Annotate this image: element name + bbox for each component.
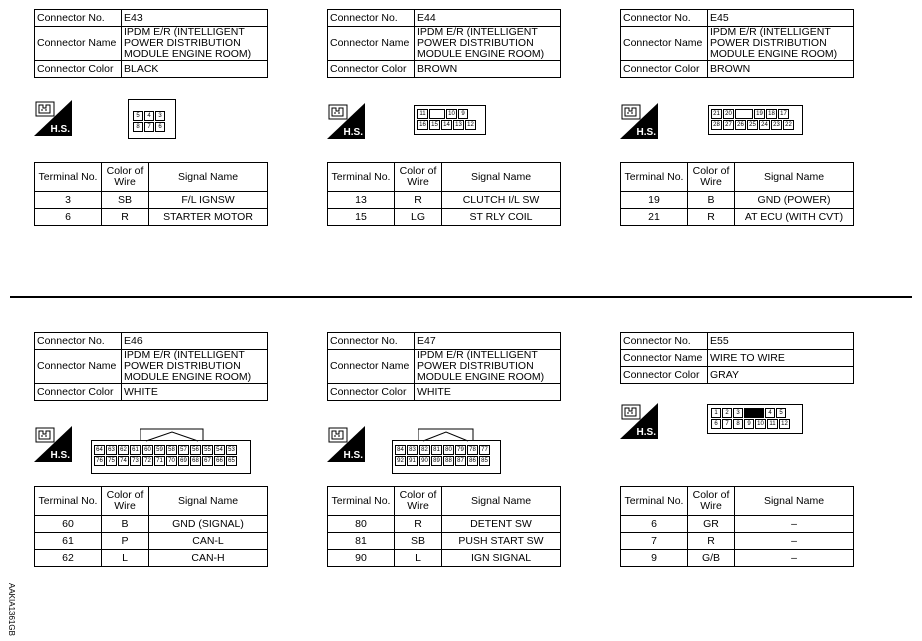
color-of-wire-header: Color of Wire: [688, 487, 735, 516]
harness-side-label: H.S.: [343, 127, 363, 138]
pin-cell: 11: [417, 109, 428, 119]
terminal-no-header: Terminal No.: [35, 163, 102, 192]
harness-side-label: H.S.: [636, 427, 656, 438]
pin-cell: 73: [130, 456, 141, 466]
harness-side-icon: [34, 100, 72, 136]
harness-side-label: H.S.: [50, 450, 70, 461]
harness-side-icon: [620, 403, 658, 439]
signal-name-cell: –: [735, 550, 854, 567]
terminal-row: [35, 550, 268, 567]
pin-cell: 78: [467, 445, 478, 455]
pin-cell: 87: [455, 456, 466, 466]
pin-cell: 68: [190, 456, 201, 466]
terminal-row: [35, 533, 268, 550]
terminal-row: [621, 533, 854, 550]
terminal-row: [35, 516, 268, 533]
connector-latch-outline: [418, 428, 474, 442]
pin-row: [133, 122, 175, 133]
harness-side-icon: [620, 103, 658, 139]
terminal-no-cell: 9: [621, 550, 688, 567]
pin-row: [94, 445, 250, 456]
connector-info-table: [327, 332, 561, 401]
pin-cell: 69: [178, 456, 189, 466]
connector-no-value: E55: [708, 333, 854, 350]
terminal-no-cell: 19: [621, 192, 688, 209]
connector-block-e47: [327, 332, 567, 401]
pin-cell: 20: [723, 109, 734, 119]
pin-cell: 4: [144, 111, 154, 121]
pin-cell: 28: [711, 120, 722, 130]
pin-cell: 5: [776, 408, 786, 418]
pin-cell: 82: [419, 445, 430, 455]
wire-color-cell: R: [688, 533, 735, 550]
pin-cell: 18: [766, 109, 777, 119]
pin-row: [94, 456, 250, 467]
signal-name-header: Signal Name: [442, 163, 561, 192]
pin-cell: 25: [747, 120, 758, 130]
terminal-row: [621, 516, 854, 533]
terminal-no-cell: 13: [328, 192, 395, 209]
connector-color-value: BLACK: [122, 61, 268, 78]
pin-cell: 71: [154, 456, 165, 466]
connector-color-value: BROWN: [708, 61, 854, 78]
terminal-table: [327, 162, 561, 226]
signal-name-cell: ST RLY COIL: [442, 209, 561, 226]
connector-color-label: Connector Color: [35, 384, 122, 401]
connector-color-value: GRAY: [708, 367, 854, 384]
pin-row: [417, 109, 483, 120]
connector-no-label: Connector No.: [621, 10, 708, 27]
signal-name-cell: IGN SIGNAL: [442, 550, 561, 567]
connector-name-value: IPDM E/R (INTELLIGENT POWER DISTRIBUTION MODULE ENGINE ROOM): [122, 350, 268, 384]
connector-name-label: Connector Name: [621, 350, 708, 367]
terminal-no-header: Terminal No.: [328, 163, 395, 192]
terminal-no-header: Terminal No.: [621, 487, 688, 516]
connector-color-label: Connector Color: [328, 384, 415, 401]
pin-cell: 70: [166, 456, 177, 466]
pin-cell: 9: [458, 109, 468, 119]
connector-color-label: Connector Color: [621, 61, 708, 78]
terminal-no-cell: 3: [35, 192, 102, 209]
connector-color-value: BROWN: [415, 61, 561, 78]
terminal-row: [621, 550, 854, 567]
terminal-no-cell: 6: [621, 516, 688, 533]
signal-name-header: Signal Name: [442, 487, 561, 516]
pin-cell: 61: [130, 445, 141, 455]
terminal-row: [621, 209, 854, 226]
connector-no-label: Connector No.: [35, 333, 122, 350]
pin-cell: 12: [465, 120, 476, 130]
pin-cell: 9: [744, 419, 754, 429]
terminal-row: [328, 533, 561, 550]
connector-pin-grid: [711, 109, 801, 131]
pin-cell: 63: [106, 445, 117, 455]
terminal-table: [34, 162, 268, 226]
key-slot: [744, 408, 764, 418]
wire-color-cell: B: [102, 516, 149, 533]
connector-name-value: WIRE TO WIRE: [708, 350, 854, 367]
pin-cell: 90: [419, 456, 430, 466]
signal-name-cell: –: [735, 516, 854, 533]
terminal-no-cell: 7: [621, 533, 688, 550]
key-slot: [429, 109, 445, 119]
pin-cell: 58: [166, 445, 177, 455]
pin-cell: 10: [755, 419, 766, 429]
signal-name-cell: STARTER MOTOR: [149, 209, 268, 226]
connector-name-label: Connector Name: [35, 27, 122, 61]
pin-cell: 16: [417, 120, 428, 130]
connector-no-value: E43: [122, 10, 268, 27]
pin-cell: 8: [733, 419, 743, 429]
terminal-no-header: Terminal No.: [35, 487, 102, 516]
terminal-no-cell: 21: [621, 209, 688, 226]
pin-cell: 91: [407, 456, 418, 466]
wire-color-cell: L: [395, 550, 442, 567]
pin-cell: 77: [479, 445, 490, 455]
connector-color-value: WHITE: [415, 384, 561, 401]
pin-cell: 72: [142, 456, 153, 466]
wire-color-cell: GR: [688, 516, 735, 533]
terminal-row: [328, 550, 561, 567]
signal-name-header: Signal Name: [149, 163, 268, 192]
signal-name-cell: F/L IGNSW: [149, 192, 268, 209]
pin-cell: 76: [94, 456, 105, 466]
signal-name-cell: AT ECU (WITH CVT): [735, 209, 854, 226]
pin-row: [417, 120, 483, 131]
connector-pin-grid: [395, 445, 499, 467]
pin-cell: 67: [202, 456, 213, 466]
terminal-no-cell: 90: [328, 550, 395, 567]
pin-cell: 5: [133, 111, 143, 121]
terminal-row: [35, 192, 268, 209]
wire-color-cell: R: [688, 209, 735, 226]
connector-no-value: E46: [122, 333, 268, 350]
pin-cell: 81: [431, 445, 442, 455]
signal-name-cell: PUSH START SW: [442, 533, 561, 550]
terminal-row: [35, 209, 268, 226]
connector-name-label: Connector Name: [328, 350, 415, 384]
wire-color-cell: SB: [395, 533, 442, 550]
pin-cell: 53: [226, 445, 237, 455]
color-of-wire-header: Color of Wire: [102, 163, 149, 192]
terminal-no-cell: 80: [328, 516, 395, 533]
pin-cell: 23: [771, 120, 782, 130]
terminal-row: [621, 192, 854, 209]
connector-no-value: E45: [708, 10, 854, 27]
pin-cell: 75: [106, 456, 117, 466]
terminal-no-cell: 15: [328, 209, 395, 226]
pin-cell: 92: [395, 456, 406, 466]
pin-cell: 65: [226, 456, 237, 466]
terminal-no-cell: 60: [35, 516, 102, 533]
connector-info-table: [620, 9, 854, 78]
terminal-row: [328, 209, 561, 226]
pin-cell: 12: [779, 419, 790, 429]
pin-cell: 80: [443, 445, 454, 455]
harness-side-label: H.S.: [636, 127, 656, 138]
connector-no-value: E47: [415, 333, 561, 350]
terminal-no-cell: 6: [35, 209, 102, 226]
signal-name-cell: –: [735, 533, 854, 550]
pin-cell: 79: [455, 445, 466, 455]
connector-no-label: Connector No.: [328, 10, 415, 27]
connector-name-label: Connector Name: [328, 27, 415, 61]
pin-cell: 4: [765, 408, 775, 418]
pin-cell: 86: [467, 456, 478, 466]
pin-cell: 3: [733, 408, 743, 418]
pin-row: [395, 456, 499, 467]
pin-cell: 15: [429, 120, 440, 130]
pin-cell: 1: [711, 408, 721, 418]
pin-cell: 66: [214, 456, 225, 466]
pin-cell: 74: [118, 456, 129, 466]
connector-info-table: [620, 332, 854, 384]
wire-color-cell: R: [395, 516, 442, 533]
connector-color-label: Connector Color: [328, 61, 415, 78]
connector-block-e45: [620, 9, 860, 78]
pin-cell: 84: [395, 445, 406, 455]
connector-no-label: Connector No.: [328, 333, 415, 350]
wire-color-cell: SB: [102, 192, 149, 209]
pin-cell: 14: [441, 120, 452, 130]
harness-side-label: H.S.: [50, 124, 70, 135]
connector-no-label: Connector No.: [621, 333, 708, 350]
connector-latch-outline: [140, 428, 204, 442]
signal-name-header: Signal Name: [735, 163, 854, 192]
connector-pin-grid: [133, 111, 175, 133]
connector-block-e44: [327, 9, 567, 78]
terminal-row: [328, 516, 561, 533]
connector-info-table: [34, 9, 268, 78]
terminal-table: [620, 486, 854, 567]
pin-cell: 22: [783, 120, 794, 130]
signal-name-cell: DETENT SW: [442, 516, 561, 533]
connector-no-value: E44: [415, 10, 561, 27]
wire-color-cell: P: [102, 533, 149, 550]
connector-info-table: [34, 332, 268, 401]
harness-side-icon: [327, 103, 365, 139]
terminal-row: [328, 192, 561, 209]
pin-cell: 24: [759, 120, 770, 130]
signal-name-cell: GND (POWER): [735, 192, 854, 209]
pin-cell: 3: [155, 111, 165, 121]
connector-block-e55: [620, 332, 860, 384]
pin-cell: 7: [144, 122, 154, 132]
pin-cell: 19: [754, 109, 765, 119]
terminal-table: [327, 486, 561, 567]
section-divider: [10, 296, 912, 298]
pin-cell: 6: [155, 122, 165, 132]
pin-cell: 21: [711, 109, 722, 119]
terminal-no-cell: 81: [328, 533, 395, 550]
pin-cell: 89: [431, 456, 442, 466]
pin-cell: 6: [711, 419, 721, 429]
pin-cell: 7: [722, 419, 732, 429]
signal-name-header: Signal Name: [735, 487, 854, 516]
signal-name-header: Signal Name: [149, 487, 268, 516]
connector-name-value: IPDM E/R (INTELLIGENT POWER DISTRIBUTION MODULE ENGINE ROOM): [708, 27, 854, 61]
signal-name-cell: GND (SIGNAL): [149, 516, 268, 533]
connector-name-label: Connector Name: [621, 27, 708, 61]
pin-cell: 64: [94, 445, 105, 455]
harness-side-icon: [327, 426, 365, 462]
connector-block-e43: [34, 9, 274, 78]
harness-side-icon: [34, 426, 72, 462]
pin-cell: 54: [214, 445, 225, 455]
connector-name-value: IPDM E/R (INTELLIGENT POWER DISTRIBUTION MODULE ENGINE ROOM): [415, 27, 561, 61]
connector-pin-grid: [417, 109, 483, 131]
wire-color-cell: LG: [395, 209, 442, 226]
connector-name-label: Connector Name: [35, 350, 122, 384]
pin-row: [711, 109, 801, 120]
pin-cell: 59: [154, 445, 165, 455]
connector-color-label: Connector Color: [35, 61, 122, 78]
pin-cell: 10: [446, 109, 457, 119]
pin-cell: 60: [142, 445, 153, 455]
pin-cell: 26: [735, 120, 746, 130]
terminal-table: [34, 486, 268, 567]
pin-cell: 85: [479, 456, 490, 466]
wire-color-cell: L: [102, 550, 149, 567]
pin-row: [711, 408, 801, 419]
pin-cell: 55: [202, 445, 213, 455]
key-slot: [735, 109, 753, 119]
color-of-wire-header: Color of Wire: [102, 487, 149, 516]
connector-name-value: IPDM E/R (INTELLIGENT POWER DISTRIBUTION MODULE ENGINE ROOM): [415, 350, 561, 384]
signal-name-cell: CLUTCH I/L SW: [442, 192, 561, 209]
figure-code: AAKIA1361GB: [7, 583, 16, 636]
connector-no-label: Connector No.: [35, 10, 122, 27]
pin-row: [133, 111, 175, 122]
pin-cell: 62: [118, 445, 129, 455]
terminal-no-header: Terminal No.: [328, 487, 395, 516]
connector-block-e46: [34, 332, 274, 401]
terminal-no-header: Terminal No.: [621, 163, 688, 192]
pin-cell: 17: [778, 109, 789, 119]
pin-cell: 88: [443, 456, 454, 466]
pin-cell: 56: [190, 445, 201, 455]
color-of-wire-header: Color of Wire: [688, 163, 735, 192]
pin-cell: 83: [407, 445, 418, 455]
terminal-no-cell: 62: [35, 550, 102, 567]
pin-cell: 27: [723, 120, 734, 130]
pin-row: [395, 445, 499, 456]
wire-color-cell: R: [395, 192, 442, 209]
pin-cell: 57: [178, 445, 189, 455]
connector-pin-grid: [94, 445, 250, 467]
terminal-table: [620, 162, 854, 226]
pin-row: [711, 120, 801, 131]
connector-name-value: IPDM E/R (INTELLIGENT POWER DISTRIBUTION MODULE ENGINE ROOM): [122, 27, 268, 61]
pin-cell: 11: [767, 419, 778, 429]
color-of-wire-header: Color of Wire: [395, 163, 442, 192]
signal-name-cell: CAN-H: [149, 550, 268, 567]
connector-pin-grid: [711, 408, 801, 430]
pin-row: [711, 419, 801, 430]
pin-cell: 8: [133, 122, 143, 132]
color-of-wire-header: Color of Wire: [395, 487, 442, 516]
terminal-no-cell: 61: [35, 533, 102, 550]
signal-name-cell: CAN-L: [149, 533, 268, 550]
pin-cell: 2: [722, 408, 732, 418]
pin-cell: 13: [453, 120, 464, 130]
wire-color-cell: R: [102, 209, 149, 226]
connector-color-value: WHITE: [122, 384, 268, 401]
connector-info-table: [327, 9, 561, 78]
connector-color-label: Connector Color: [621, 367, 708, 384]
wire-color-cell: G/B: [688, 550, 735, 567]
wire-color-cell: B: [688, 192, 735, 209]
harness-side-label: H.S.: [343, 450, 363, 461]
